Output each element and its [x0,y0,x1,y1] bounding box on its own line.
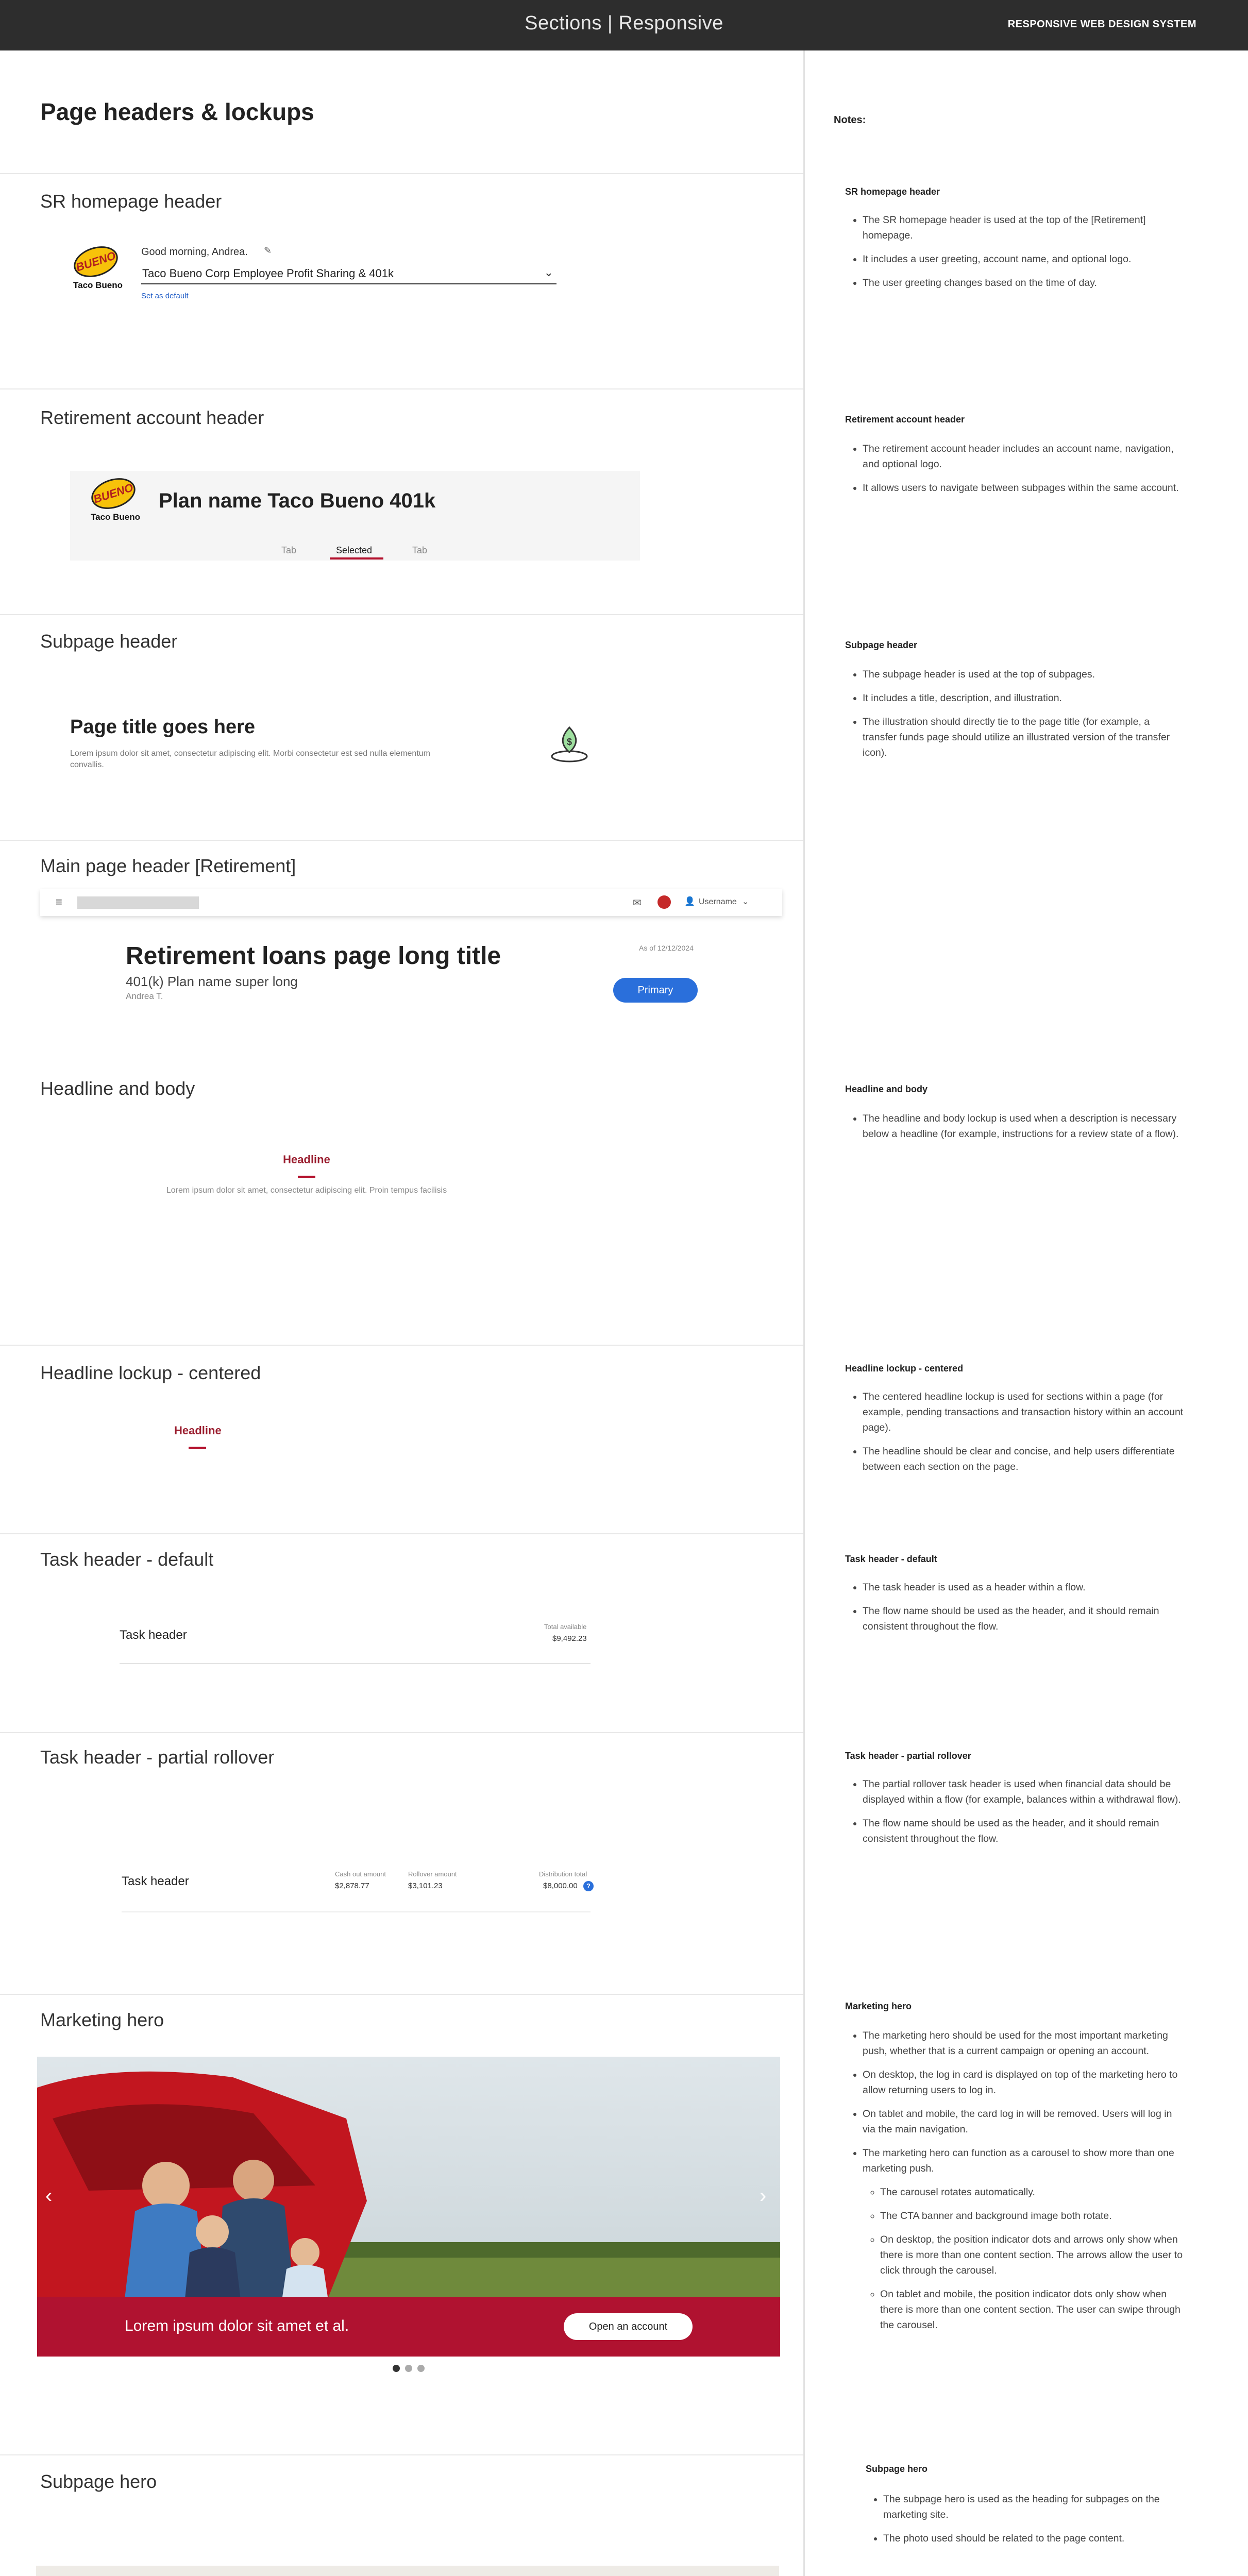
subpage-hero-image [36,2566,779,2576]
user-icon[interactable]: 👤 [684,896,696,906]
section-divider [0,840,803,841]
notes-label: Notes: [834,114,866,126]
note-item: • The marketing hero can function as a carousel to show more than one marketing push. [863,2145,1185,2176]
hamburger-menu-icon[interactable]: ≡ [56,895,62,908]
note-item: • The retirement account header includes an account name, navigation, and optional logo. [863,441,1185,472]
section-divider [0,173,803,174]
section-title-retirement-account-header: Retirement account header [40,407,264,428]
note-title: Task header - default [845,1554,937,1564]
svg-text:$: $ [566,737,572,747]
section-divider [0,2454,803,2455]
note-item: • The SR homepage header is used at the top of the [Retirement] homepage. [863,212,1185,243]
section-divider [0,1345,803,1346]
note-list [845,1776,1185,1855]
tab-3[interactable]: Tab [412,545,428,555]
note-item: • The user greeting changes based on the time of day. [863,275,1185,291]
section-divider [0,1533,803,1534]
note-item: • The flow name should be used as the header, and it should remain consistent throughout the flow. [863,1816,1185,1846]
note-item: • On tablet and mobile, the card log in will be removed. Users will log in via the main navigation. [863,2106,1185,2137]
open-account-button[interactable]: Open an account [564,2313,693,2340]
main-nav-bar [40,889,782,916]
section-title-headline-and-body: Headline and body [40,1078,195,1099]
note-item: • The centered headline lockup is used for sections within a page (for example, pending transactions and transaction history within an account page). [863,1389,1185,1435]
note-item: • It allows users to navigate between subpages within the same account. [863,480,1185,496]
headline: Headline [283,1153,330,1166]
account-name: Taco Bueno Corp Employee Profit Sharing & 401k [142,267,394,280]
tab-selected-indicator [330,557,383,560]
mail-icon[interactable]: ✉ [633,897,642,909]
account-select[interactable] [141,264,556,284]
carousel-prev-arrow-icon[interactable]: ‹ [45,2184,53,2207]
total-available-value: $9,492.23 [552,1634,587,1643]
rollover-label: Rollover amount [408,1870,457,1878]
note-list [845,441,1185,504]
savings-illustration-icon [546,720,593,767]
note-item: • On desktop, the log in card is displayed on top of the marketing hero to allow returning users to log in. [863,2067,1185,2098]
info-icon[interactable]: ? [583,1881,594,1891]
carousel-dot-active[interactable] [393,2365,400,2372]
section-title-task-header-default: Task header - default [40,1549,214,1570]
carousel-dot[interactable] [417,2365,425,2372]
main-page-heading: Retirement loans page long title [126,942,501,970]
taco-bueno-logo [73,247,123,291]
taco-bueno-logo [91,479,140,522]
cash-out-label: Cash out amount [335,1870,386,1878]
note-item: • The subpage header is used at the top of subpages. [863,667,1185,682]
plan-name: Plan name Taco Bueno 401k [159,489,436,512]
note-item: • The photo used should be related to the page content. [883,2531,1206,2546]
section-divider [0,388,803,389]
section-title-subpage-hero: Subpage hero [40,2471,157,2492]
section-title-headline-lockup-centered: Headline lockup - centered [40,1362,261,1383]
set-default-link[interactable]: Set as default [141,292,189,300]
note-title: Subpage hero [866,2464,928,2474]
as-of-date: As of 12/12/2024 [639,944,694,952]
section-title-marketing-hero: Marketing hero [40,2009,164,2030]
note-item: • The subpage hero is used as the heading for subpages on the marketing site. [883,2492,1206,2522]
note-item: • The task header is used as a header within a flow. [863,1580,1185,1595]
note-list [845,2028,1185,2341]
note-list [866,2492,1206,2554]
section-divider [0,1732,803,1733]
logo-name: Taco Bueno [73,280,123,290]
section-divider [0,1994,803,1995]
top-bar-title: Sections | Responsive [525,12,723,34]
note-list [845,212,1185,299]
column-divider [803,50,805,2576]
plan-subtitle: 401(k) Plan name super long [126,974,298,989]
section-title-task-header-partial-rollover: Task header - partial rollover [40,1747,275,1768]
task-header-divider [122,1911,591,1912]
note-title: Marketing hero [845,2001,912,2011]
note-title: Headline lockup - centered [845,1363,964,1374]
note-title: Retirement account header [845,414,965,425]
section-title-main-page-header: Main page header [Retirement] [40,855,296,876]
section-divider [0,614,803,615]
note-subitem: ◦ The carousel rotates automatically. [880,2184,1185,2200]
logo-placeholder [77,896,199,909]
username[interactable]: Username [699,897,737,906]
marketing-hero-banner [37,2297,780,2357]
note-subitem: ◦ On tablet and mobile, the position indicator dots only show when there is more than one content section. The user can swipe through the carousel. [880,2286,1185,2333]
headline-underline [298,1176,315,1178]
headline: Headline [174,1424,222,1437]
note-item: • The flow name should be used as the header, and it should remain consistent throughout the flow. [863,1603,1185,1634]
note-item: • The partial rollover task header is used when financial data should be displayed within a flow (for example, balances within a withdrawal flow). [863,1776,1185,1807]
note-item: • The headline should be clear and concise, and help users differentiate between each section on the page. [863,1444,1185,1475]
page-title: Page headers & lockups [40,98,314,125]
note-list [845,1389,1185,1483]
note-item: • It includes a title, description, and illustration. [863,690,1185,706]
logo-mark: BUENO [88,473,140,514]
notification-icon[interactable] [657,895,671,909]
distribution-total-value: $8,000.00 [543,1882,578,1890]
subpage-heading: Page title goes here [70,716,256,738]
note-subitem: ◦ The CTA banner and background image both rotate. [880,2208,1185,2224]
tab-1[interactable]: Tab [281,545,297,555]
hero-banner-text: Lorem ipsum dolor sit amet et al. [125,2317,349,2334]
note-item: • The marketing hero should be used for the most important marketing push, whether that is a current campaign or opening an account. [863,2028,1185,2059]
note-list [845,1580,1185,1642]
primary-button[interactable]: Primary [613,978,698,1003]
note-list [845,1111,1185,1150]
section-title-subpage-header: Subpage header [40,631,178,652]
subpage-description: Lorem ipsum dolor sit amet, consectetur adipiscing elit. Morbi consectetur est sed nulla elementum convallis. [70,749,430,769]
distribution-total-label: Distribution total [539,1870,587,1878]
note-subitem: ◦ On desktop, the position indicator dots and arrows only show when there is more than one content section. The arrows allow the user to click through the carousel. [880,2232,1185,2278]
note-title: Headline and body [845,1084,928,1094]
section-title-sr-homepage-header: SR homepage header [40,191,222,212]
carousel-dot[interactable] [405,2365,412,2372]
note-title: Subpage header [845,640,918,650]
task-header-divider [120,1663,591,1664]
top-bar [0,0,1248,50]
top-bar-system-label: RESPONSIVE WEB DESIGN SYSTEM [1007,19,1196,30]
logo-mark: BUENO [70,241,122,282]
total-available-label: Total available [544,1623,587,1631]
person-name: Andrea T. [126,991,163,1001]
note-title: SR homepage header [845,187,940,197]
note-item: • The headline and body lockup is used when a description is necessary below a headline (for example, instructions for a review state of a flow). [863,1111,1185,1142]
note-list [845,667,1185,769]
note-item: • It includes a user greeting, account name, and optional logo. [863,251,1185,267]
chevron-down-icon: ⌄ [742,897,749,906]
task-header: Task header [122,1874,189,1888]
tab-selected[interactable]: Selected [336,545,373,555]
chevron-down-icon: ⌄ [544,266,553,279]
note-item: • The illustration should directly tie to the page title (for example, a transfer funds page should utilize an illustrated version of the transfer icon). [863,714,1185,760]
user-greeting: Good morning, Andrea. [141,246,248,258]
task-header: Task header [120,1628,187,1642]
note-title: Task header - partial rollover [845,1751,971,1761]
edit-icon[interactable]: ✎ [264,245,272,256]
rollover-value: $3,101.23 [408,1882,443,1890]
body-text: Lorem ipsum dolor sit amet, consectetur adipiscing elit. Proin tempus facilisis [166,1186,447,1195]
logo-name: Taco Bueno [91,512,141,522]
cash-out-value: $2,878.77 [335,1882,369,1890]
headline-underline [189,1447,206,1449]
carousel-next-arrow-icon[interactable]: › [760,2184,767,2207]
